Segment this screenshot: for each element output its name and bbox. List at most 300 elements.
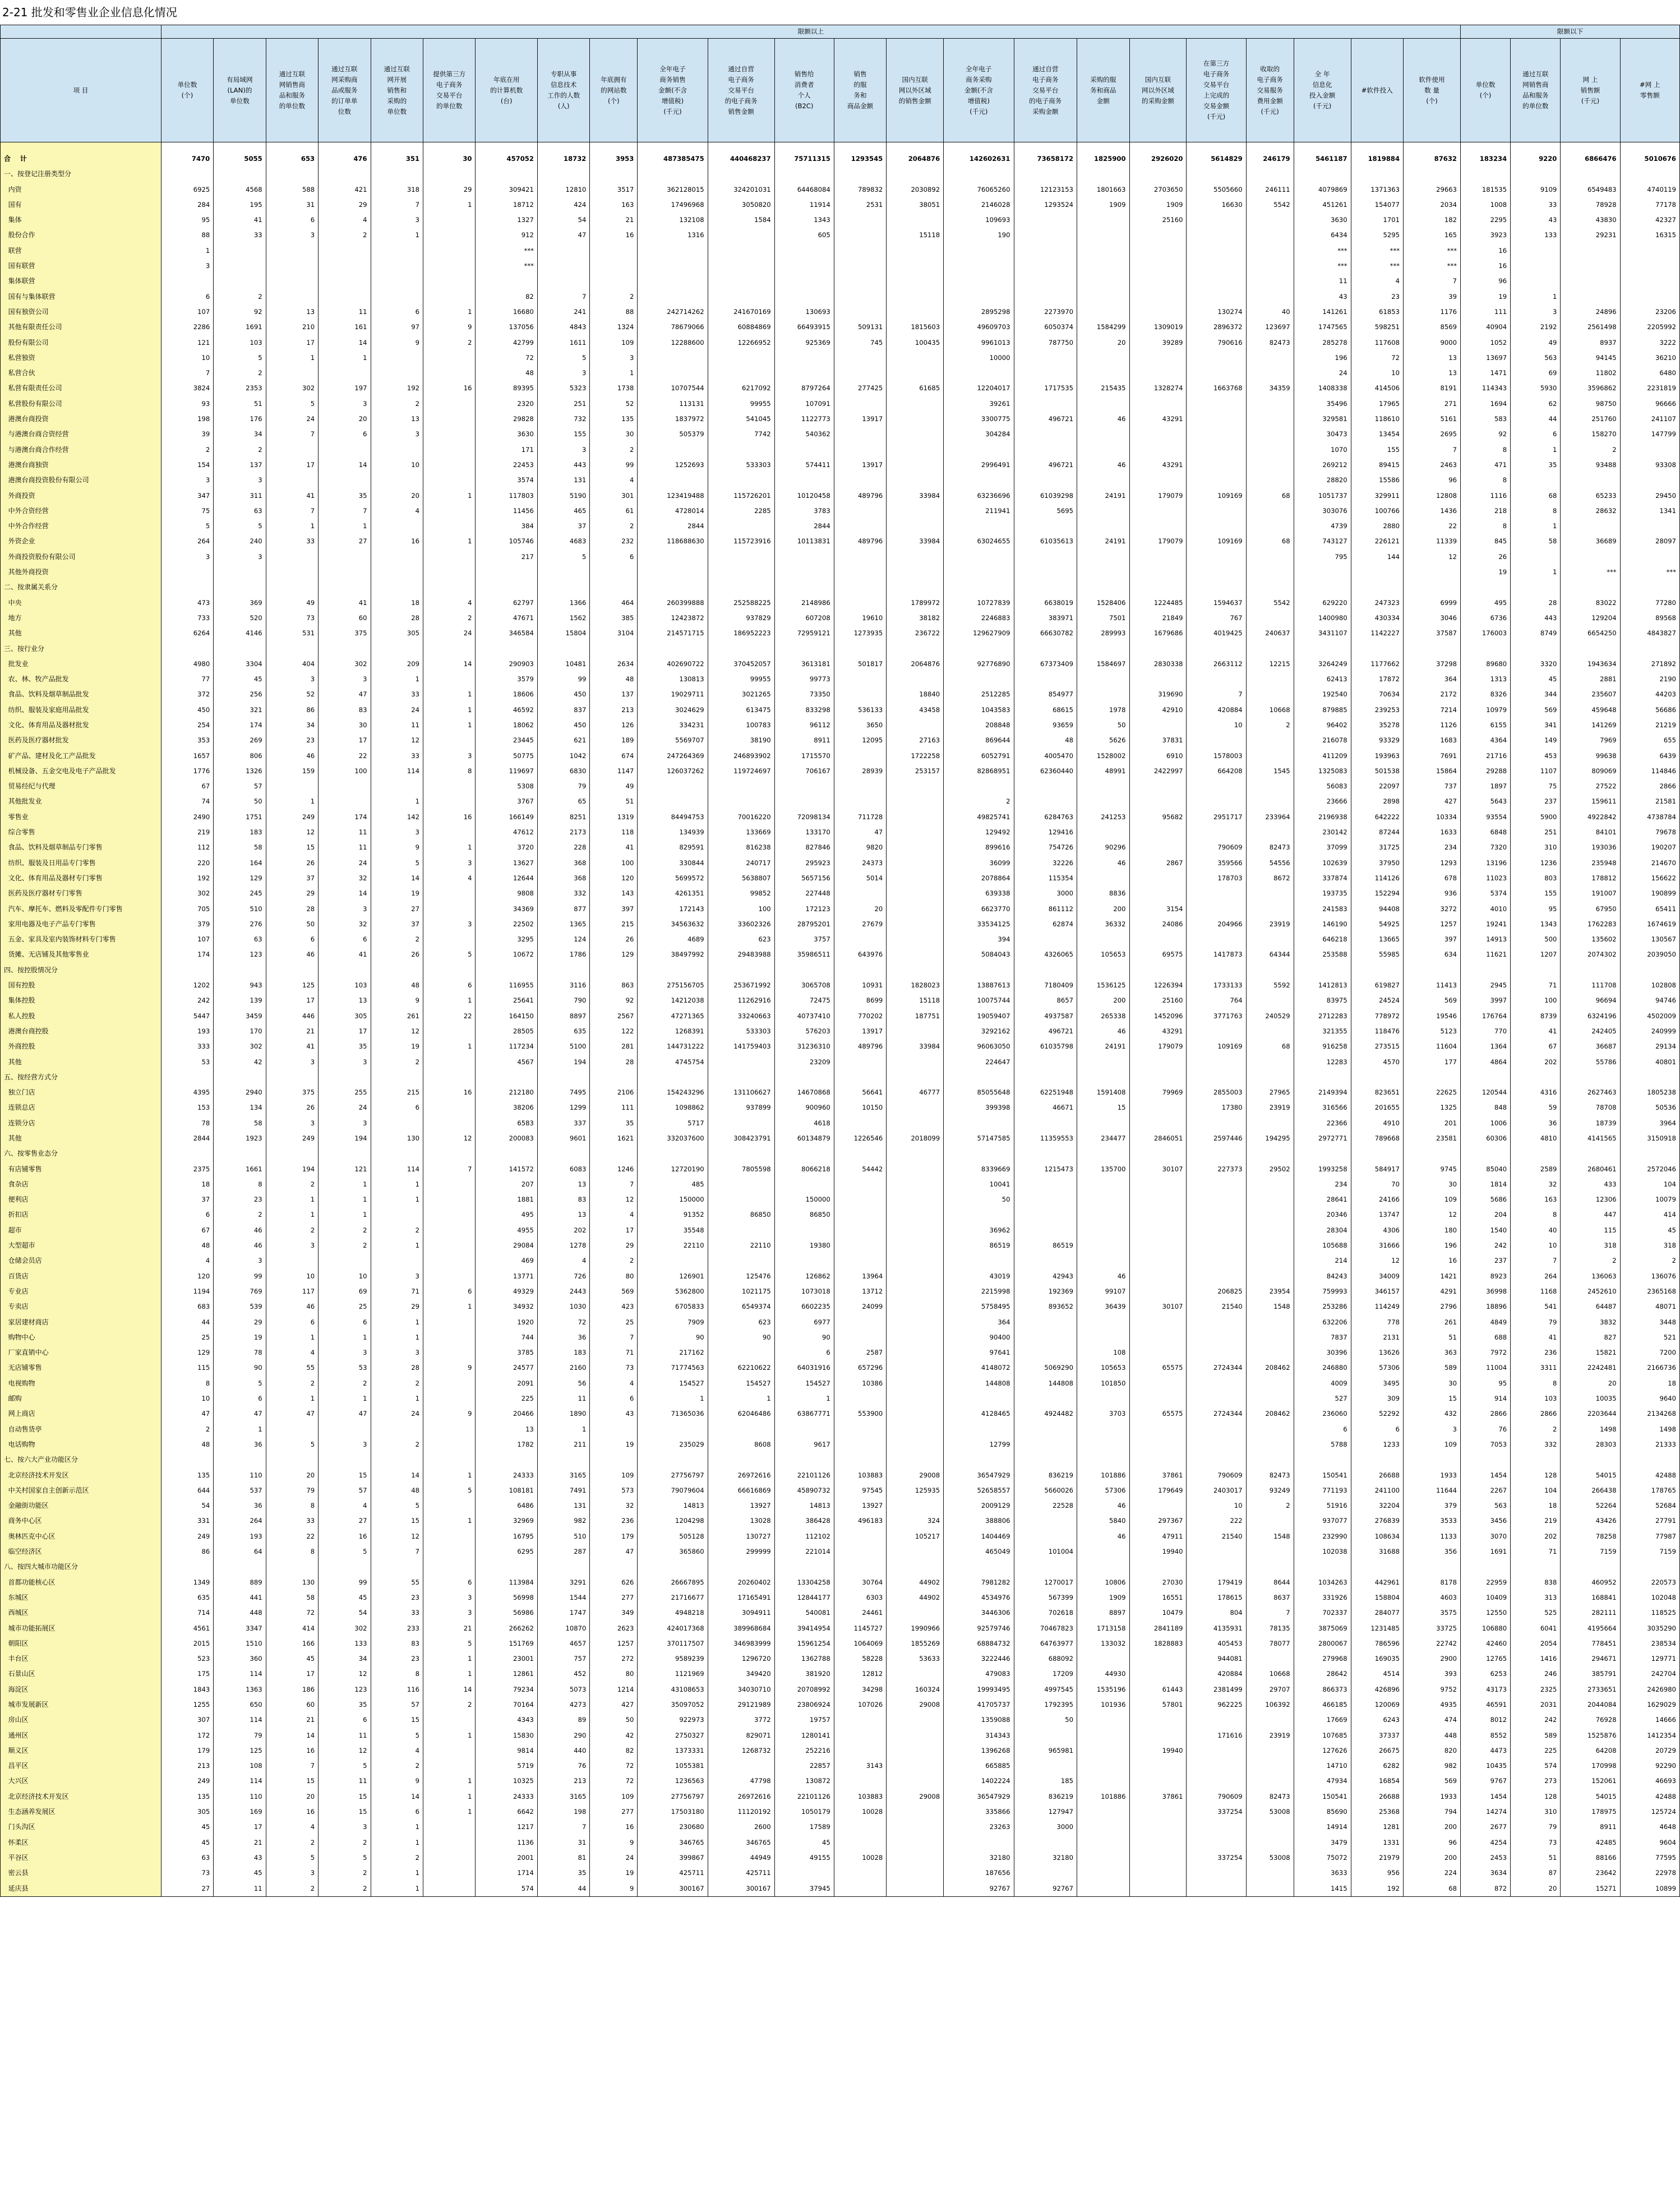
table-cell: 31688 (1351, 1544, 1403, 1559)
table-cell: 5 (423, 1636, 476, 1651)
table-row (1, 1559, 1680, 1574)
table-cell: 629220 (1294, 595, 1351, 611)
table-cell: 208848 (944, 718, 1014, 733)
table-cell: 790616 (1187, 335, 1246, 350)
table-cell: 10931 (834, 978, 886, 993)
table-cell: 19546 (1404, 1009, 1461, 1024)
table-cell (1246, 672, 1294, 687)
table-cell (887, 1207, 944, 1222)
table-row (1, 427, 1680, 442)
table-cell (887, 442, 944, 458)
table-cell: 877 (537, 902, 589, 917)
table-cell: 1319 (590, 810, 638, 825)
table-cell: 309 (1351, 1391, 1403, 1406)
table-cell: 221014 (774, 1544, 834, 1559)
table-cell: 23263 (944, 1819, 1014, 1835)
table-cell: 6 (1294, 1422, 1351, 1437)
table-cell: 1257 (590, 1636, 638, 1651)
table-cell (1077, 1544, 1129, 1559)
table-cell (1246, 1207, 1294, 1222)
table-cell: 37831 (1129, 733, 1187, 748)
table-cell: 41 (1511, 1330, 1561, 1345)
table-cell: 52292 (1351, 1406, 1403, 1421)
table-cell: 3785 (476, 1345, 537, 1360)
table-cell: 99 (319, 1575, 371, 1590)
table-cell: 574 (476, 1881, 537, 1897)
table-cell: 63236696 (944, 488, 1014, 504)
table-cell: 29828 (476, 412, 537, 427)
table-cell: 12283 (1294, 1055, 1351, 1070)
table-cell: 117 (266, 1284, 318, 1299)
table-cell: 44 (537, 1881, 589, 1897)
table-cell (1294, 1070, 1351, 1085)
table-cell: 51916 (1294, 1498, 1351, 1513)
table-cell (214, 258, 266, 274)
table-cell: 108181 (476, 1483, 537, 1498)
table-cell: 770 (1460, 1024, 1510, 1039)
table-cell: 54 (319, 1605, 371, 1620)
table-cell: 64031916 (774, 1360, 834, 1375)
table-cell: 35097052 (638, 1697, 708, 1712)
row-label: 海淀区 (1, 1682, 161, 1697)
table-cell: 242405 (1561, 1024, 1620, 1039)
table-cell (1246, 366, 1294, 381)
table-cell: 8699 (834, 993, 886, 1008)
table-cell: 164150 (476, 1009, 537, 1024)
table-cell (1129, 1774, 1187, 1789)
table-cell: 302 (319, 657, 371, 672)
table-cell: 126901 (638, 1269, 708, 1284)
table-cell: 24 (423, 626, 476, 641)
table-cell: 8 (371, 1666, 423, 1682)
table-cell: 24 (319, 856, 371, 871)
table-cell: 108 (1077, 1345, 1129, 1360)
table-cell: 4128465 (944, 1406, 1014, 1421)
table-cell: 276839 (1351, 1513, 1403, 1528)
table-cell: 77595 (1620, 1850, 1679, 1865)
table-cell: 26688 (1351, 1789, 1403, 1804)
table-cell (266, 779, 318, 794)
table-cell (887, 1162, 944, 1177)
table-cell (774, 580, 834, 595)
table-cell: 6 (371, 1100, 423, 1115)
table-cell (944, 1835, 1014, 1850)
table-cell: 15864 (1404, 764, 1461, 779)
table-cell: 324201031 (708, 182, 774, 197)
table-cell: 1471 (1460, 366, 1510, 381)
table-cell: 527 (1294, 1391, 1351, 1406)
table-cell: 27 (371, 902, 423, 917)
table-cell: 1252693 (638, 458, 708, 473)
table-cell: 134 (214, 1100, 266, 1115)
table-cell: 10409 (1460, 1590, 1510, 1605)
table-cell: 425711 (638, 1865, 708, 1881)
table-cell: 914 (1460, 1391, 1510, 1406)
table-cell: 3630 (476, 427, 537, 442)
table-cell: 99107 (1077, 1284, 1129, 1299)
table-cell: 1116 (1460, 488, 1510, 504)
table-cell: 10899 (1620, 1881, 1679, 1897)
table-cell: 496721 (1014, 1024, 1077, 1039)
table-cell: 160324 (887, 1682, 944, 1697)
table-cell: 100 (319, 764, 371, 779)
table-cell: 37099 (1294, 840, 1351, 855)
table-cell: 14813 (638, 1498, 708, 1513)
table-cell (1077, 1865, 1129, 1881)
row-label: 二、按隶属关系分 (1, 580, 161, 595)
table-row (1, 1376, 1680, 1391)
table-cell: 770202 (834, 1009, 886, 1024)
row-label: 金融街功能区 (1, 1498, 161, 1513)
table-cell: 3953 (590, 151, 638, 167)
table-cell: 10870 (537, 1621, 589, 1636)
table-cell: 4935 (1404, 1697, 1461, 1712)
table-cell: 32 (590, 1498, 638, 1513)
table-cell (1077, 1819, 1129, 1835)
table-cell: 93308 (1620, 458, 1679, 473)
table-cell: 11004 (1460, 1360, 1510, 1375)
table-cell (423, 1238, 476, 1253)
table-cell (1460, 580, 1510, 595)
table-cell: 35496 (1294, 396, 1351, 412)
table-row (1, 794, 1680, 809)
table-cell: 103 (214, 335, 266, 350)
table-cell (1460, 641, 1510, 657)
table-cell (887, 1743, 944, 1758)
table-cell: 16795 (476, 1529, 537, 1544)
table-cell: 635 (161, 1590, 213, 1605)
table-cell: 1828883 (1129, 1636, 1187, 1651)
table-cell: 2898 (1351, 794, 1403, 809)
table-cell: 12 (590, 1192, 638, 1207)
table-row (1, 1422, 1680, 1437)
table-cell: 118 (590, 825, 638, 840)
table-cell: 120069 (1351, 1697, 1403, 1712)
table-cell: 11456 (476, 504, 537, 519)
table-cell: 12 (319, 1743, 371, 1758)
table-cell (834, 1192, 886, 1207)
table-cell: 178703 (1187, 871, 1246, 886)
table-cell: 1545 (1246, 764, 1294, 779)
table-cell: 15821 (1561, 1345, 1620, 1360)
table-cell: 3035290 (1620, 1621, 1679, 1636)
table-cell: 21581 (1620, 794, 1679, 809)
table-cell (944, 243, 1014, 258)
table-cell (371, 350, 423, 366)
table-cell (887, 258, 944, 274)
table-cell: 311 (214, 488, 266, 504)
table-cell (708, 366, 774, 381)
table-cell: 10028 (834, 1850, 886, 1865)
table-cell (887, 274, 944, 289)
table-cell (774, 1070, 834, 1085)
table-cell: 3 (161, 549, 213, 565)
table-cell (774, 167, 834, 182)
table-cell: 3596862 (1561, 381, 1620, 396)
table-cell: 90 (638, 1330, 708, 1345)
column-header: 在第三方 电子商务 交易平台 上完成的 交易金额 (千元) (1187, 39, 1246, 142)
table-cell: 3021265 (708, 687, 774, 702)
table-cell: 67373409 (1014, 657, 1077, 672)
table-cell: 116 (371, 1682, 423, 1697)
table-cell: 1 (371, 1865, 423, 1881)
table-cell (1187, 1774, 1246, 1789)
table-cell: 41 (266, 1039, 318, 1054)
table-cell: 29134 (1620, 1039, 1679, 1054)
table-cell: 108634 (1351, 1529, 1403, 1544)
table-cell (834, 1253, 886, 1268)
table-cell: 8 (1511, 1376, 1561, 1391)
table-cell: 505128 (638, 1529, 708, 1544)
table-cell: 4306 (1351, 1223, 1403, 1238)
table-cell: 134939 (638, 825, 708, 840)
table-cell: 29663 (1404, 182, 1461, 197)
table-cell: 152294 (1351, 886, 1403, 901)
table-cell: 866373 (1294, 1682, 1351, 1697)
table-cell: 11 (371, 718, 423, 733)
table-cell: 92290 (1620, 1758, 1679, 1774)
table-cell: 15 (319, 1804, 371, 1819)
table-cell: 51 (1511, 1850, 1561, 1865)
table-cell (1246, 1238, 1294, 1253)
table-cell: 2 (371, 1850, 423, 1865)
table-cell: 539 (214, 1299, 266, 1314)
table-cell: 10150 (834, 1100, 886, 1115)
table-cell: 11262916 (708, 993, 774, 1008)
table-cell: 2 (371, 1437, 423, 1452)
table-cell (944, 519, 1014, 534)
table-cell (1246, 1881, 1294, 1897)
table-cell: 370117507 (638, 1636, 708, 1651)
table-row (1, 1865, 1680, 1881)
table-cell: 29 (214, 1315, 266, 1330)
table-cell: 186 (266, 1682, 318, 1697)
table-cell: 889 (214, 1575, 266, 1590)
table-cell: 3272 (1404, 902, 1461, 917)
table-cell: 639338 (944, 886, 1014, 901)
table-cell: 68884732 (944, 1636, 1014, 1651)
table-cell: 198 (161, 412, 213, 427)
table-cell: 52658557 (944, 1483, 1014, 1498)
table-cell: 59 (1511, 1100, 1561, 1115)
table-cell (834, 519, 886, 534)
table-cell: 9 (423, 1360, 476, 1375)
row-label: 中外合资经营 (1, 504, 161, 519)
table-cell: 7 (537, 1819, 589, 1835)
table-cell: 74 (161, 794, 213, 809)
table-cell: 249 (266, 1131, 318, 1146)
table-cell: 13747 (1351, 1207, 1403, 1222)
table-cell (1187, 1238, 1246, 1253)
table-cell: 2134268 (1620, 1406, 1679, 1421)
table-cell: 1578003 (1187, 749, 1246, 764)
table-cell: 82473 (1246, 335, 1294, 350)
table-cell: 141759403 (708, 1039, 774, 1054)
table-cell: 5758495 (944, 1299, 1014, 1314)
table-cell (423, 1269, 476, 1284)
table-cell: 3456 (1460, 1513, 1510, 1528)
table-cell: 23445 (476, 733, 537, 748)
row-label: 百货店 (1, 1269, 161, 1284)
table-cell: 14 (319, 458, 371, 473)
table-cell (1246, 993, 1294, 1008)
table-cell: 541045 (708, 412, 774, 427)
table-cell: 241253 (1077, 810, 1129, 825)
table-cell: 29 (590, 1238, 638, 1253)
table-cell: 1909 (1077, 197, 1129, 213)
table-cell: 1 (266, 794, 318, 809)
table-cell: 63 (161, 1850, 213, 1865)
table-cell: 246 (1511, 1666, 1561, 1682)
table-cell: 18062 (476, 718, 537, 733)
table-cell: 496721 (1014, 458, 1077, 473)
table-cell: 79 (1511, 1315, 1561, 1330)
table-cell (774, 442, 834, 458)
table-cell (1511, 258, 1561, 274)
table-cell: 28 (590, 1055, 638, 1070)
table-cell: 120 (161, 1269, 213, 1284)
table-cell: 6486 (476, 1498, 537, 1513)
table-row (1, 1590, 1680, 1605)
table-cell: 5295 (1351, 228, 1403, 243)
table-cell: 1136 (476, 1835, 537, 1850)
table-cell: 47798 (708, 1774, 774, 1789)
table-cell: 1 (371, 228, 423, 243)
table-cell: 255 (319, 1085, 371, 1100)
table-cell: 44 (161, 1315, 213, 1330)
table-cell: 3143 (834, 1758, 886, 1774)
table-cell: 133170 (774, 825, 834, 840)
table-row (1, 1468, 1680, 1483)
table-cell: 62797 (476, 595, 537, 611)
table-cell: 38190 (708, 733, 774, 748)
table-cell: 12 (371, 1529, 423, 1544)
table-cell: 105688 (1294, 1238, 1351, 1253)
table-row (1, 1009, 1680, 1024)
table-cell: 96402 (1294, 718, 1351, 733)
table-cell: 12266952 (708, 335, 774, 350)
table-cell: 1030 (537, 1299, 589, 1314)
table-cell (1404, 963, 1461, 978)
table-cell: 176764 (1460, 1009, 1510, 1024)
table-cell: 2149394 (1294, 1085, 1351, 1100)
table-cell: 3 (319, 1819, 371, 1835)
table-cell: 33984 (887, 534, 944, 549)
table-cell (887, 1070, 944, 1085)
table-cell: 5717 (638, 1116, 708, 1131)
table-cell: 10041 (944, 1177, 1014, 1192)
table-cell: 17380 (1187, 1100, 1246, 1115)
table-cell: 62046486 (708, 1406, 774, 1421)
table-cell: 8 (1511, 1207, 1561, 1222)
table-cell: 26 (266, 1100, 318, 1115)
table-cell: 92776890 (944, 657, 1014, 672)
table-cell: 72 (590, 1774, 638, 1789)
table-cell (1511, 1070, 1561, 1085)
table-cell (423, 1376, 476, 1391)
table-cell: 92767 (944, 1881, 1014, 1897)
column-header: 通过自营 电子商务 交易平台 的电子商务 采购金额 (1014, 39, 1077, 142)
table-cell: 200 (1404, 1819, 1461, 1835)
table-cell: 129 (214, 871, 266, 886)
row-label: 独立门店 (1, 1085, 161, 1100)
table-cell (834, 304, 886, 320)
table-cell: 35 (319, 488, 371, 504)
table-cell (1246, 396, 1294, 412)
table-cell: 11023 (1460, 871, 1510, 886)
table-cell: 10979 (1460, 703, 1510, 718)
table-cell: 120 (590, 871, 638, 886)
table-cell: 8672 (1246, 871, 1294, 886)
table-cell: 112102 (774, 1529, 834, 1544)
table-cell: 331 (161, 1513, 213, 1528)
table-cell (423, 442, 476, 458)
table-cell: 84243 (1294, 1269, 1351, 1284)
table-cell: 2131 (1351, 1330, 1403, 1345)
table-cell: 3 (423, 917, 476, 932)
table-cell: 261 (1404, 1315, 1461, 1330)
table-cell: 7 (371, 197, 423, 213)
table-cell: 829591 (638, 840, 708, 855)
table-cell: 73350 (774, 687, 834, 702)
table-cell: 324 (887, 1513, 944, 1528)
table-cell: 3000 (1014, 886, 1077, 901)
table-cell: 7495 (537, 1085, 589, 1100)
table-cell (1014, 396, 1077, 412)
table-cell: 33602326 (708, 917, 774, 932)
table-cell: 37 (537, 519, 589, 534)
table-cell: 13 (371, 412, 423, 427)
table-cell: 5569707 (638, 733, 708, 748)
table-cell: 108 (214, 1758, 266, 1774)
table-row (1, 289, 1680, 304)
table-cell: 197 (319, 381, 371, 396)
table-cell (774, 1146, 834, 1161)
table-cell (161, 142, 213, 152)
row-label: 北京经济技术开发区 (1, 1789, 161, 1804)
table-cell: 598251 (1351, 320, 1403, 335)
table-cell: 23 (214, 1192, 266, 1207)
table-cell: 24373 (834, 856, 886, 871)
table-cell (1246, 1116, 1294, 1131)
table-cell: 1313 (1460, 672, 1510, 687)
table-cell: 110 (214, 1789, 266, 1804)
table-cell (1129, 718, 1187, 733)
table-cell (423, 1529, 476, 1544)
table-cell: 922973 (638, 1712, 708, 1728)
table-cell: 4739 (1294, 519, 1351, 534)
table-cell: 111 (590, 1100, 638, 1115)
table-cell: 2 (214, 289, 266, 304)
table-cell: 47 (161, 1406, 213, 1421)
table-cell: 1034263 (1294, 1575, 1351, 1590)
table-cell: 84494753 (638, 810, 708, 825)
row-label: 七、按六大产业功能区分 (1, 1452, 161, 1467)
table-cell: 277 (590, 1590, 638, 1605)
table-cell: 869644 (944, 733, 1014, 748)
table-cell (371, 1559, 423, 1574)
table-cell: 225 (1511, 1743, 1561, 1758)
table-cell: 402690722 (638, 657, 708, 672)
table-cell: 48 (476, 366, 537, 381)
table-cell: 65 (537, 794, 589, 809)
table-cell: 78077 (1246, 1636, 1294, 1651)
table-cell (476, 963, 537, 978)
table-cell: 276 (214, 917, 266, 932)
table-cell: 107 (161, 932, 213, 947)
table-cell (319, 142, 371, 152)
table-cell: 12808 (1404, 488, 1461, 504)
